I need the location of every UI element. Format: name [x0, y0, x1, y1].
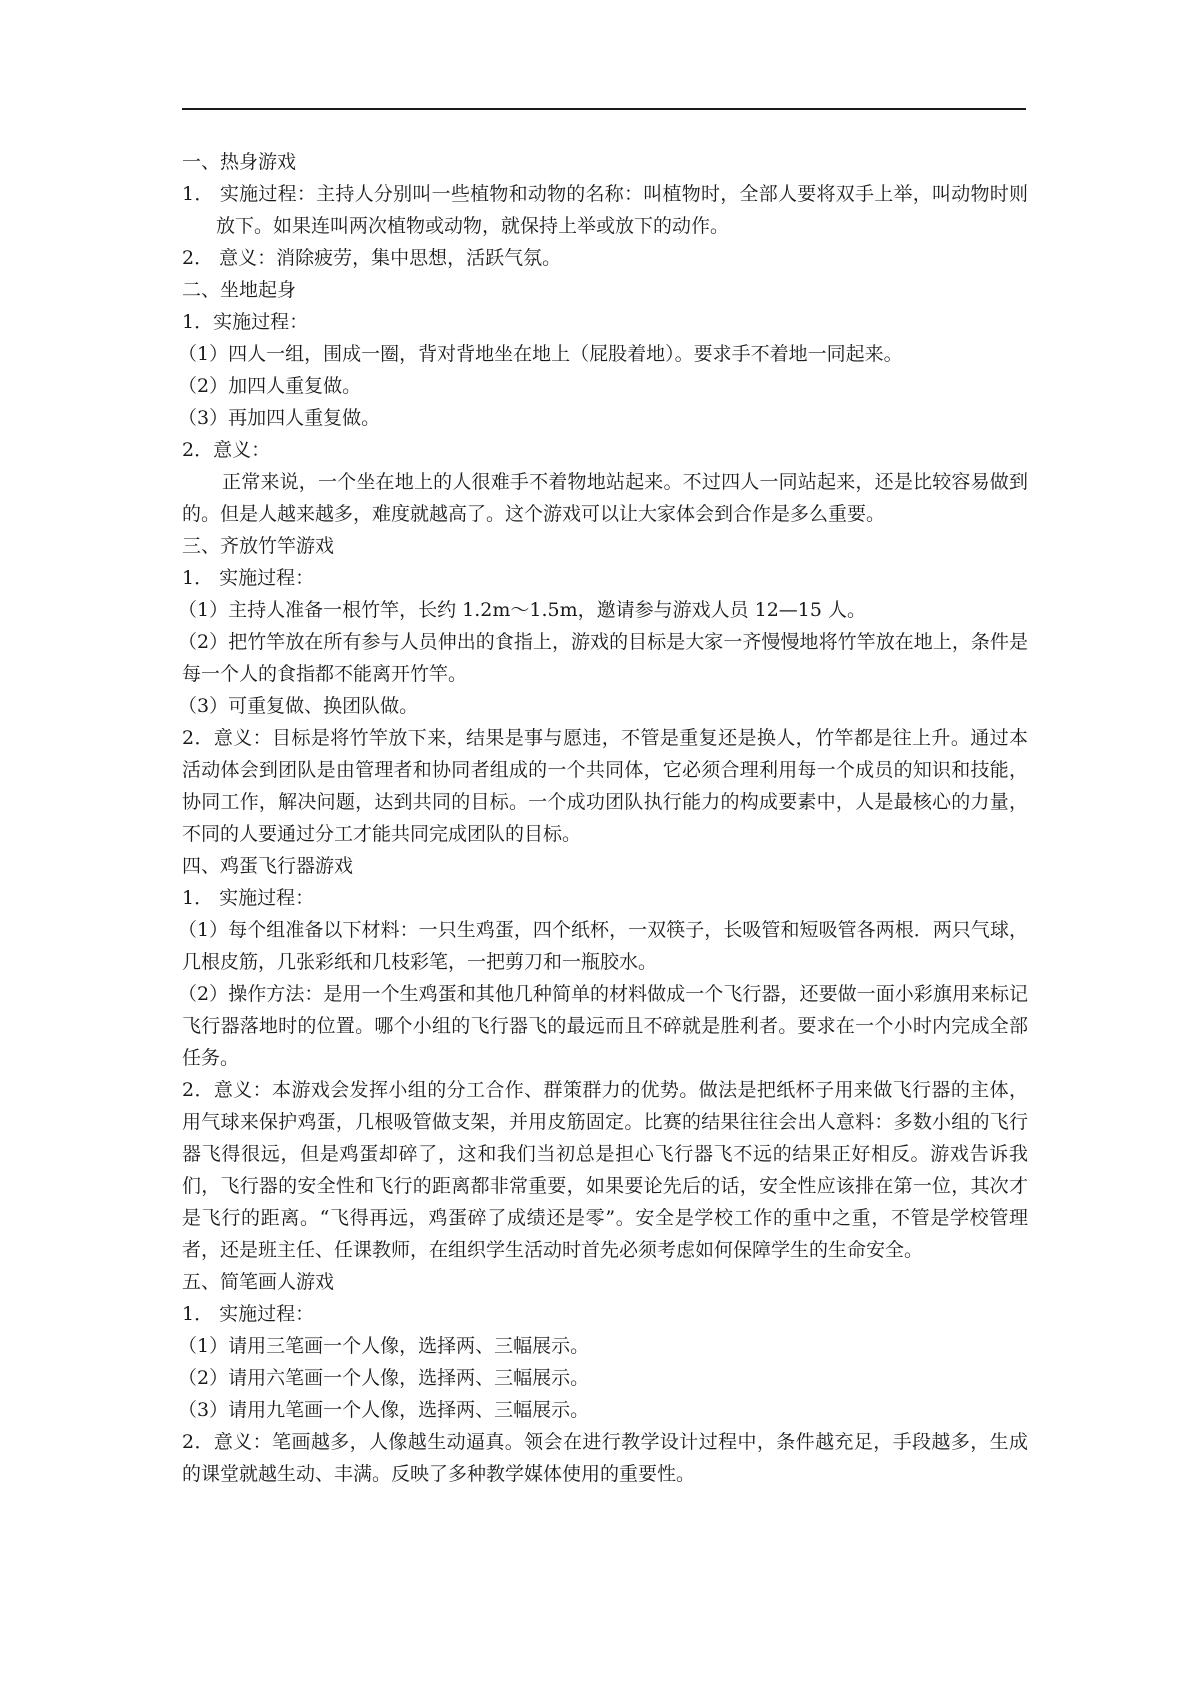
- meaning-paragraph: 2．意义：笔画越多，人像越生动逼真。领会在进行教学设计过程中，条件越充足，手段越多，生成的课堂就越生动、丰满。反映了多种教学媒体使用的重要性。: [182, 1431, 1028, 1485]
- document-body: [178, 146, 1028, 1490]
- numbered-item: 2． 意义：消除疲劳，集中思想，活跃气氛。: [182, 247, 562, 269]
- step-title: 1．实施过程：: [182, 311, 309, 333]
- step-item: （1）请用三笔画一个人像，选择两、三幅展示。: [178, 1335, 590, 1357]
- step-item: （2）加四人重复做。: [178, 375, 362, 397]
- section-heading: 一、热身游戏: [182, 151, 297, 173]
- section-heading: 五、简笔画人游戏: [182, 1271, 335, 1293]
- step-title: 1． 实施过程：: [182, 1303, 315, 1325]
- header-rule: [182, 108, 1026, 110]
- step-item: （2）把竹竿放在所有参与人员伸出的食指上，游戏的目标是大家一齐慢慢地将竹竿放在地上，条件是每一个人的食指都不能离开竹竿。: [178, 631, 1028, 685]
- meaning-paragraph: 正常来说，一个坐在地上的人很难手不着物地站起来。不过四人一同站起来，还是比较容易做到的。但是人越来越多，难度就越高了。这个游戏可以让大家体会到合作是多么重要。: [182, 471, 1028, 525]
- step-item: （2）请用六笔画一个人像，选择两、三幅展示。: [178, 1367, 590, 1389]
- section-heading: 四、鸡蛋飞行器游戏: [182, 855, 354, 877]
- step-item: （1）每个组准备以下材料：一只生鸡蛋，四个纸杯，一双筷子，长吸管和短吸管各两根．两只气球，几根皮筋，几张彩纸和几枝彩笔，一把剪刀和一瓶胶水。: [178, 919, 1028, 973]
- step-item: （1）主持人准备一根竹竿，长约 1.2m～1.5m，邀请参与游戏人员 12—15 人。: [178, 599, 867, 621]
- step-title: 1． 实施过程：: [182, 887, 315, 909]
- step-item: （3）再加四人重复做。: [178, 407, 381, 429]
- meaning-title: 2．意义：: [182, 439, 271, 461]
- section-heading: 二、坐地起身: [182, 279, 297, 301]
- step-item: （2）操作方法：是用一个生鸡蛋和其他几种简单的材料做成一个飞行器，还要做一面小彩旗用来标记飞行器落地时的位置。哪个小组的飞行器飞的最远而且不碎就是胜利者。要求在一个小时内完成全部任务。: [178, 983, 1028, 1069]
- step-title: 1． 实施过程：: [182, 567, 315, 589]
- step-item: （3）请用九笔画一个人像，选择两、三幅展示。: [178, 1399, 590, 1421]
- step-item: （1）四人一组，围成一圈，背对背地坐在地上（屁股着地）。要求手不着地一同起来。: [178, 343, 903, 365]
- step-item: （3）可重复做、换团队做。: [178, 695, 419, 717]
- numbered-item: 1． 实施过程：主持人分别叫一些植物和动物的名称：叫植物时，全部人要将双手上举，叫动物时则放下。如果连叫两次植物或动物，就保持上举或放下的动作。: [182, 183, 1028, 237]
- meaning-paragraph: 2．意义：本游戏会发挥小组的分工合作、群策群力的优势。做法是把纸杯子用来做飞行器的主体，用气球来保护鸡蛋，几根吸管做支架，并用皮筋固定。比赛的结果往往会出人意料：多数小组的飞行器飞得很远，但是鸡蛋却碎了，这和我们当初总是担心飞行器飞不远的结果正好相反。游戏告诉我们，飞行器的安全性和飞行的距离都非常重要，如果要论先后的话，安全性应该排在第一位，其次才是飞行的距离。“飞得再远，鸡蛋碎了成绩还是零”。安全是学校工作的重中之重，不管是学校管理者，还是班主任、任课教师，在组织学生活动时首先必须考虑如何保障学生的生命安全。: [182, 1079, 1028, 1261]
- section-heading: 三、齐放竹竿游戏: [182, 535, 335, 557]
- meaning-paragraph: 2．意义：目标是将竹竿放下来，结果是事与愿违，不管是重复还是换人，竹竿都是往上升。通过本活动体会到团队是由管理者和协同者组成的一个共同体，它必须合理利用每一个成员的知识和技能，协同工作，解决问题，达到共同的目标。一个成功团队执行能力的构成要素中，人是最核心的力量，不同的人要通过分工才能共同完成团队的目标。: [182, 727, 1028, 845]
